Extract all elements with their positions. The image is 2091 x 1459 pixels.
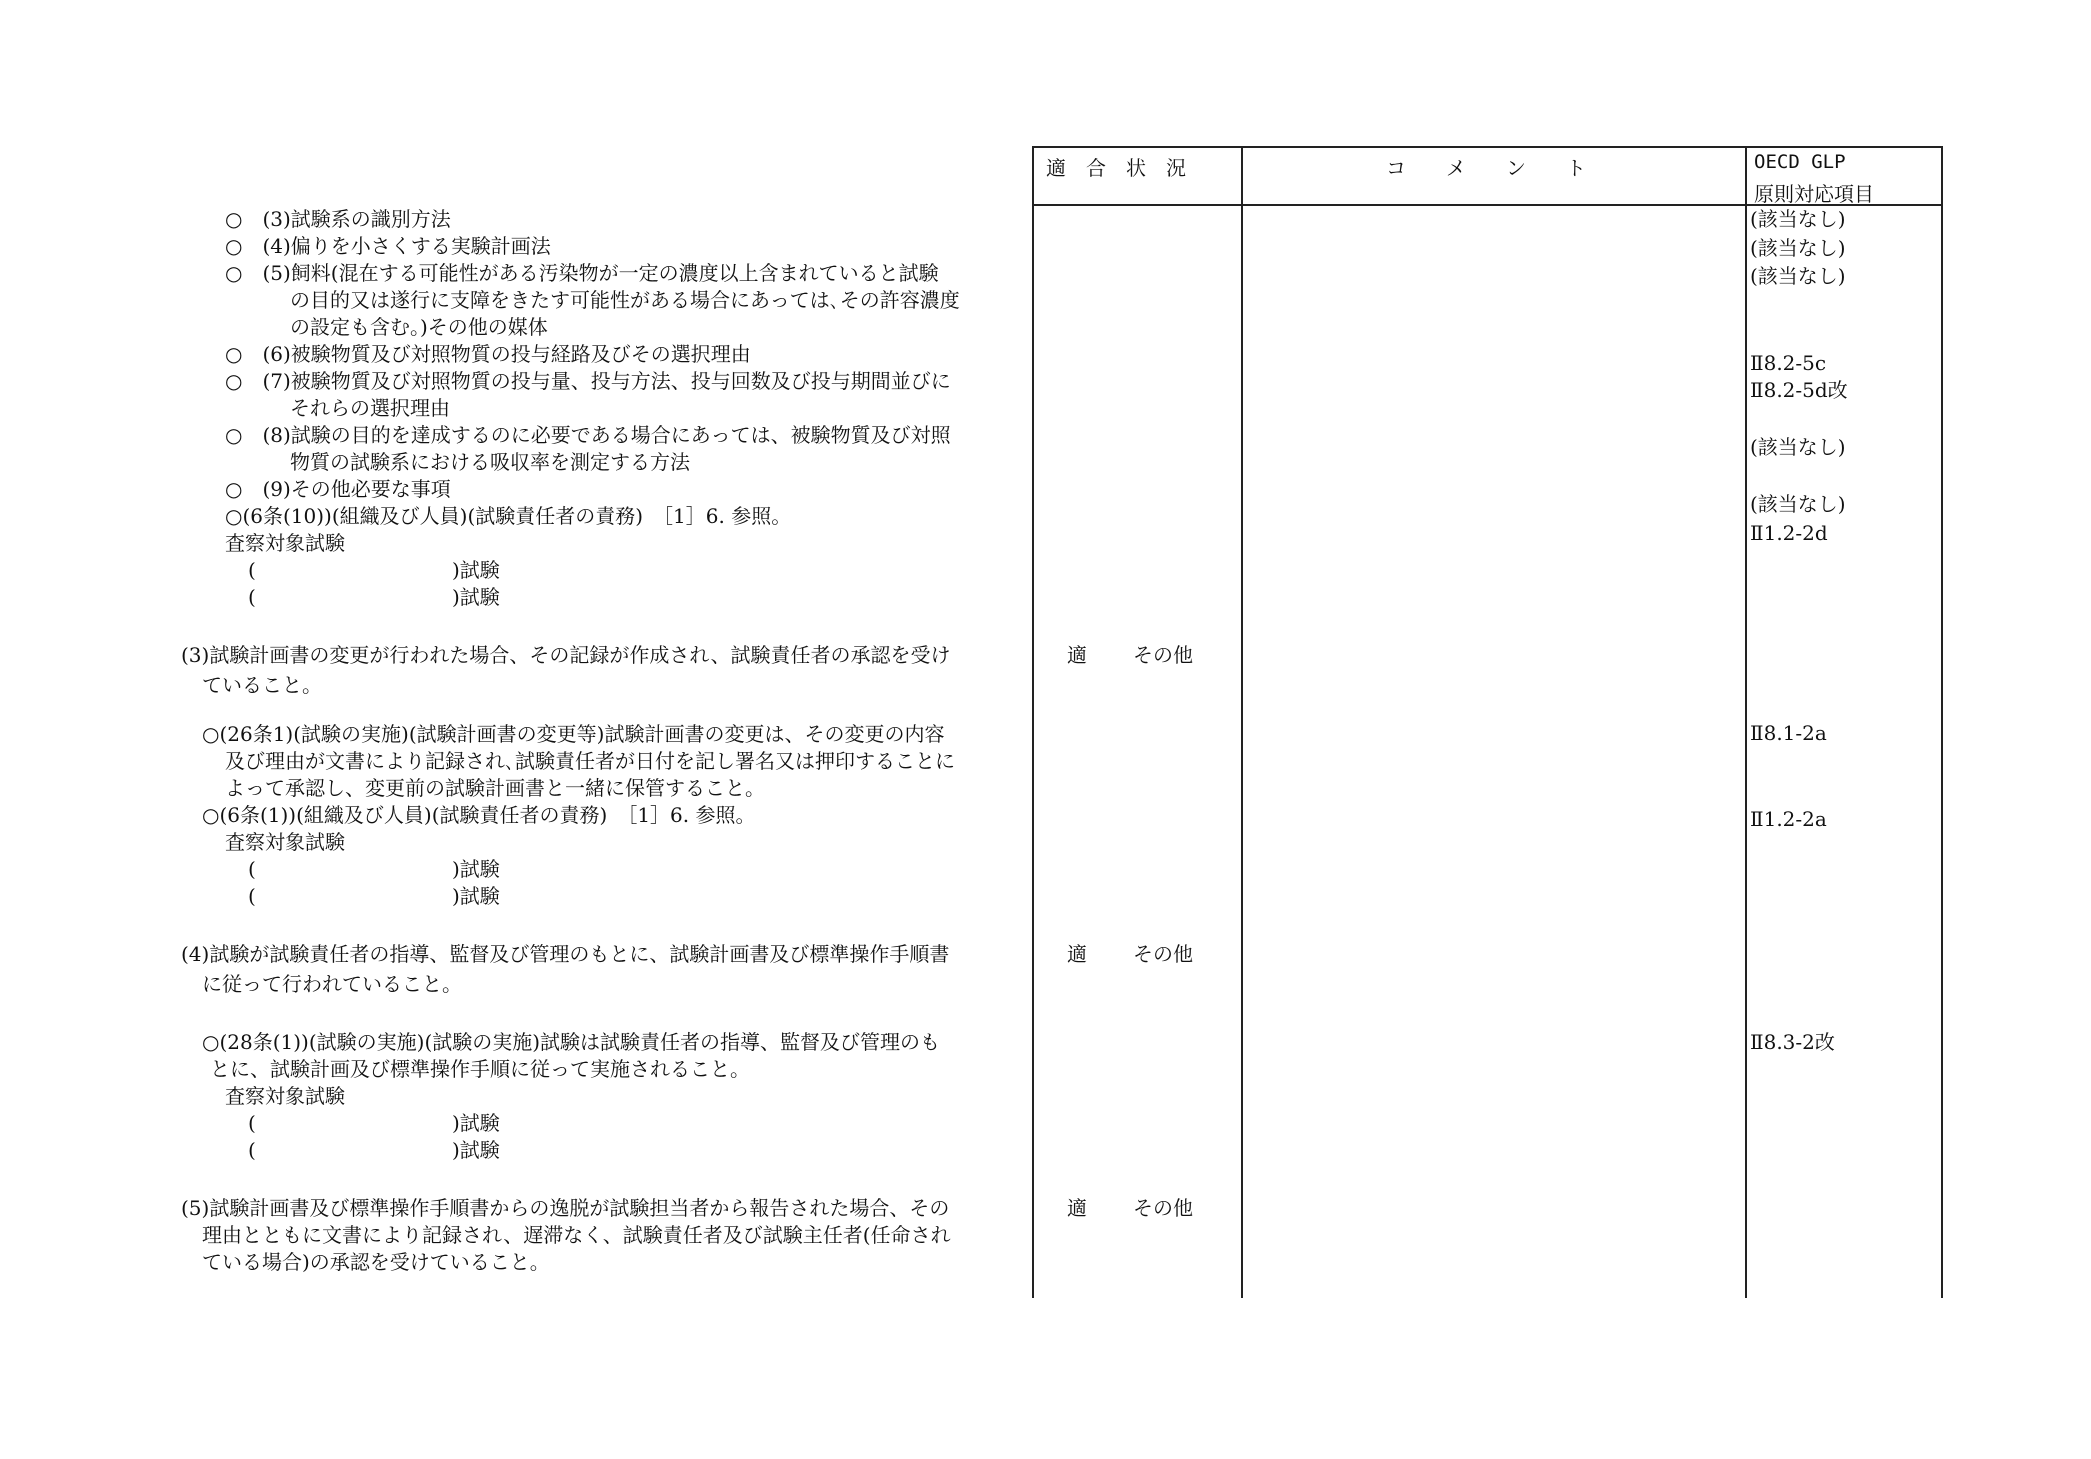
- inspection-paren-close: )試験: [452, 884, 500, 908]
- item-line: ○ (4)偏りを小さくする実験計画法: [225, 234, 551, 258]
- item-line: ○(28条(1))(試験の実施)(試験の実施)試験は試験責任者の指導、監督及び管理のも: [202, 1030, 941, 1054]
- item-line: ○ (3)試験系の識別方法: [225, 207, 451, 231]
- section-3-title: (3)試験計画書の変更が行われた場合、その記録が作成され、試験責任者の承認を受け: [181, 643, 951, 667]
- item-line: 物質の試験系における吸収率を測定する方法: [290, 450, 690, 474]
- table-right-border: [1941, 146, 1943, 1298]
- inspection-label: 査察対象試験: [225, 830, 345, 854]
- section-5-title-cont: 理由とともに文書により記録され、遅滞なく、試験責任者及び試験主任者(任命され: [202, 1223, 951, 1247]
- item-line: ○ (6)被験物質及び対照物質の投与経路及びその選択理由: [225, 342, 751, 366]
- inspection-paren-close: )試験: [452, 1111, 500, 1135]
- inspection-paren-close: )試験: [452, 558, 500, 582]
- oecd-ref: Ⅱ8.1-2a: [1750, 721, 1827, 745]
- inspection-label: 査察対象試験: [225, 1084, 345, 1108]
- item-line: ○(26条1)(試験の実施)(試験計画書の変更等)試験計画書の変更は、その変更の内容: [202, 722, 945, 746]
- inspection-paren-open: (: [248, 1138, 256, 1162]
- oecd-ref: Ⅱ1.2-2a: [1750, 807, 1827, 831]
- inspection-paren-close: )試験: [452, 585, 500, 609]
- inspection-paren-close: )試験: [452, 857, 500, 881]
- header-oecd-line1: OECD GLP: [1754, 151, 1846, 173]
- oecd-ref: Ⅱ1.2-2d: [1750, 521, 1828, 545]
- item-line: 及び理由が文書により記録され､試験責任者が日付を記し署名又は押印することに: [225, 749, 955, 773]
- inspection-paren-close: )試験: [452, 1138, 500, 1162]
- inspection-paren-open: (: [248, 558, 256, 582]
- item-line: ○(6条(1))(組織及び人員)(試験責任者の責務) ［1］6. 参照。: [202, 803, 756, 827]
- item-line: の設定も含む。)その他の媒体: [290, 315, 548, 339]
- status-conform-option[interactable]: 適: [1067, 1196, 1087, 1220]
- section-4-title-cont: に従って行われていること。: [202, 972, 462, 996]
- oecd-ref: (該当なし): [1750, 236, 1846, 260]
- header-status: 適 合 状 況: [1046, 156, 1186, 180]
- inspection-label: 査察対象試験: [225, 531, 345, 555]
- comment-column-left-border: [1241, 146, 1243, 1298]
- status-conform-option[interactable]: 適: [1067, 643, 1087, 667]
- oecd-ref: (該当なし): [1750, 435, 1846, 459]
- status-other-option[interactable]: その他: [1133, 1196, 1193, 1220]
- section-5-title-cont: ている場合)の承認を受けていること。: [202, 1250, 550, 1274]
- status-column-left-border: [1032, 146, 1034, 1298]
- status-conform-option[interactable]: 適: [1067, 942, 1087, 966]
- oecd-ref: (該当なし): [1750, 207, 1846, 231]
- status-other-option[interactable]: その他: [1133, 942, 1193, 966]
- status-other-option[interactable]: その他: [1133, 643, 1193, 667]
- oecd-ref: (該当なし): [1750, 492, 1846, 516]
- item-line: ○ (8)試験の目的を達成するのに必要である場合にあっては、被験物質及び対照: [225, 423, 951, 447]
- inspection-paren-open: (: [248, 1111, 256, 1135]
- section-5-title: (5)試験計画書及び標準操作手順書からの逸脱が試験担当者から報告された場合、その: [181, 1196, 950, 1220]
- oecd-ref: Ⅱ8.3-2改: [1750, 1030, 1835, 1054]
- header-oecd-line2: 原則対応項目: [1754, 182, 1874, 206]
- section-4-title: (4)試験が試験責任者の指導、監督及び管理のもとに、試験計画書及び標準操作手順書: [181, 942, 950, 966]
- table-top-border: [1032, 146, 1942, 148]
- item-line: ○ (9)その他必要な事項: [225, 477, 451, 501]
- inspection-paren-open: (: [248, 857, 256, 881]
- inspection-paren-open: (: [248, 884, 256, 908]
- header-comment: コ メ ン ト: [1386, 156, 1586, 180]
- oecd-ref: Ⅱ8.2-5c: [1750, 351, 1827, 375]
- inspection-paren-open: (: [248, 585, 256, 609]
- oecd-column-left-border: [1745, 146, 1747, 1298]
- item-line: ○ (7)被験物質及び対照物質の投与量、投与方法、投与回数及び投与期間並びに: [225, 369, 951, 393]
- item-line: の目的又は遂行に支障をきたす可能性がある場合にあっては､その許容濃度: [290, 288, 960, 312]
- section-3-title-cont: ていること。: [202, 673, 322, 697]
- item-line: それらの選択理由: [290, 396, 450, 420]
- oecd-ref: (該当なし): [1750, 264, 1846, 288]
- item-line: とに、試験計画及び標準操作手順に従って実施されること。: [210, 1057, 750, 1081]
- oecd-ref: Ⅱ8.2-5d改: [1750, 378, 1848, 402]
- item-line: ○ (5)飼料(混在する可能性がある汚染物が一定の濃度以上含まれていると試験: [225, 261, 939, 285]
- item-line: よって承認し、変更前の試験計画書と一緒に保管すること。: [225, 776, 765, 800]
- item-line: ○(6条(10))(組織及び人員)(試験責任者の責務) ［1］6. 参照。: [225, 504, 792, 528]
